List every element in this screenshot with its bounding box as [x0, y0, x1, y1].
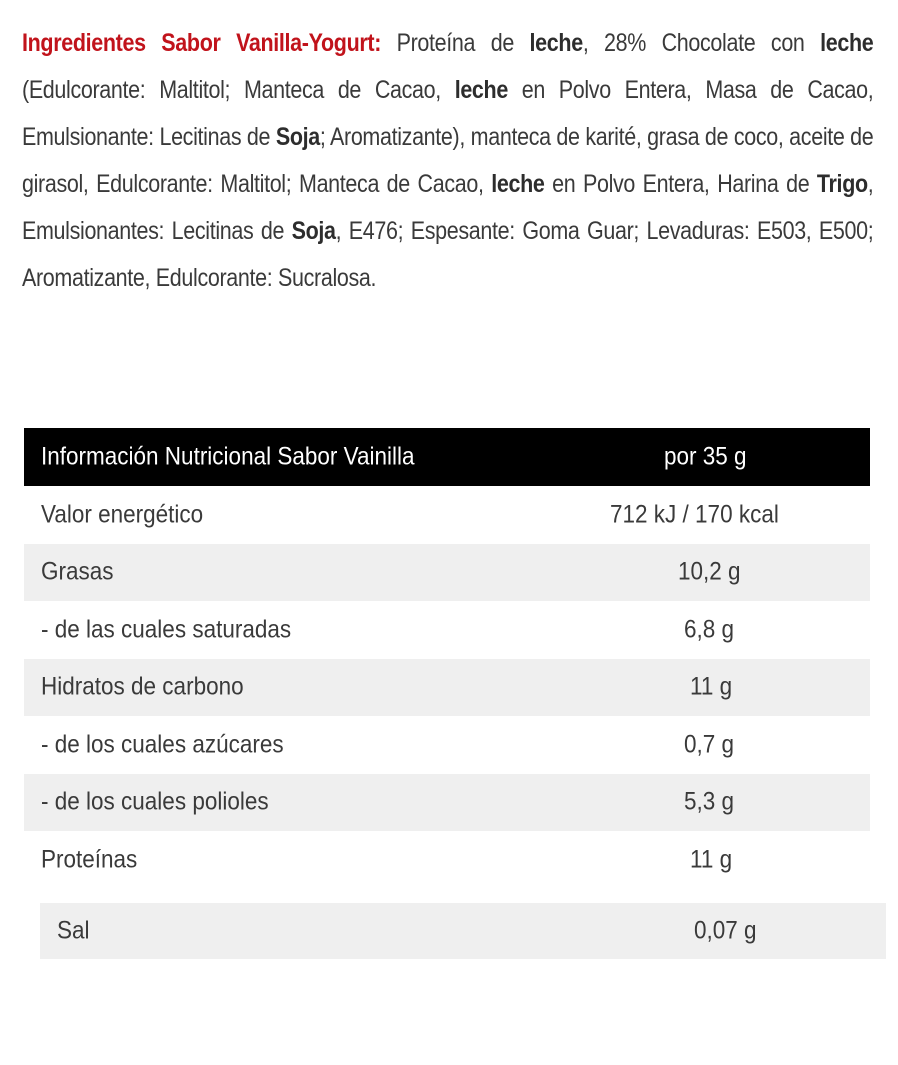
ingredient-text: , E476; Espesante: Goma Guar; Levaduras: E503, E500; Aromatizante, Edulcorante: Sucralosa.: [22, 217, 874, 292]
row-value: 712 kJ / 170 kcal: [610, 500, 779, 529]
row-label: - de las cuales saturadas: [41, 615, 292, 644]
table-header: [24, 428, 870, 486]
row-label: - de los cuales azúcares: [41, 730, 284, 759]
header-label: Información Nutricional Sabor Vainilla: [41, 442, 415, 471]
row-label: Hidratos de carbono: [41, 672, 244, 701]
ingredients-text: [22, 20, 873, 302]
table-row-saturated: [24, 601, 870, 659]
ingredients-body: [22, 29, 873, 292]
allergen-text: leche: [491, 170, 545, 198]
ingredient-text: ; Aromatizante), manteca de karité, grasa de coco, aceite de girasol, Edulcorante: Maltitol; Manteca de Cacao,: [22, 123, 874, 198]
ingredient-text: Proteína de: [381, 29, 530, 57]
allergen-text: leche: [529, 29, 583, 57]
row-label: - de los cuales polioles: [41, 787, 269, 816]
table-row-sugars: [24, 716, 870, 774]
table-row-fat: [24, 544, 870, 602]
nutrition-table: [24, 428, 870, 959]
row-label: Valor energético: [41, 500, 204, 529]
row-value: 0,7 g: [684, 730, 735, 759]
table-row-energy: [24, 486, 870, 544]
ingredient-text: en Polvo Entera, Masa de Cacao, Emulsionante: Lecitinas de: [22, 76, 874, 151]
row-value: 6,8 g: [684, 615, 735, 644]
ingredient-text: en Polvo Entera, Harina de: [544, 170, 817, 198]
row-value: 10,2 g: [678, 557, 741, 586]
allergen-text: leche: [820, 29, 874, 57]
table-row-protein: [24, 831, 870, 889]
allergen-text: leche: [454, 76, 508, 104]
row-label: Proteínas: [41, 845, 138, 874]
ingredients-title: Ingredientes Sabor Vanilla-Yogurt:: [22, 29, 382, 57]
row-value: 11 g: [690, 672, 733, 701]
ingredient-text: , Emulsionantes: Lecitinas de: [22, 170, 874, 245]
allergen-text: Trigo: [816, 170, 868, 198]
row-label: Sal: [57, 916, 90, 944]
row-value: 5,3 g: [684, 787, 735, 816]
row-label: Grasas: [41, 557, 114, 586]
allergen-text: Soja: [275, 123, 320, 151]
allergen-text: Soja: [291, 217, 336, 245]
table-row-polyols: [24, 774, 870, 832]
row-value: 11 g: [690, 845, 733, 874]
header-value: por 35 g: [664, 442, 747, 471]
table-row-carbs: [24, 659, 870, 717]
row-value: 0,07 g: [694, 916, 757, 944]
table-row-salt: [40, 903, 886, 959]
ingredient-text: , 28% Chocolate con: [582, 29, 821, 57]
ingredient-text: (Edulcorante: Maltitol; Manteca de Cacao,: [22, 76, 455, 104]
